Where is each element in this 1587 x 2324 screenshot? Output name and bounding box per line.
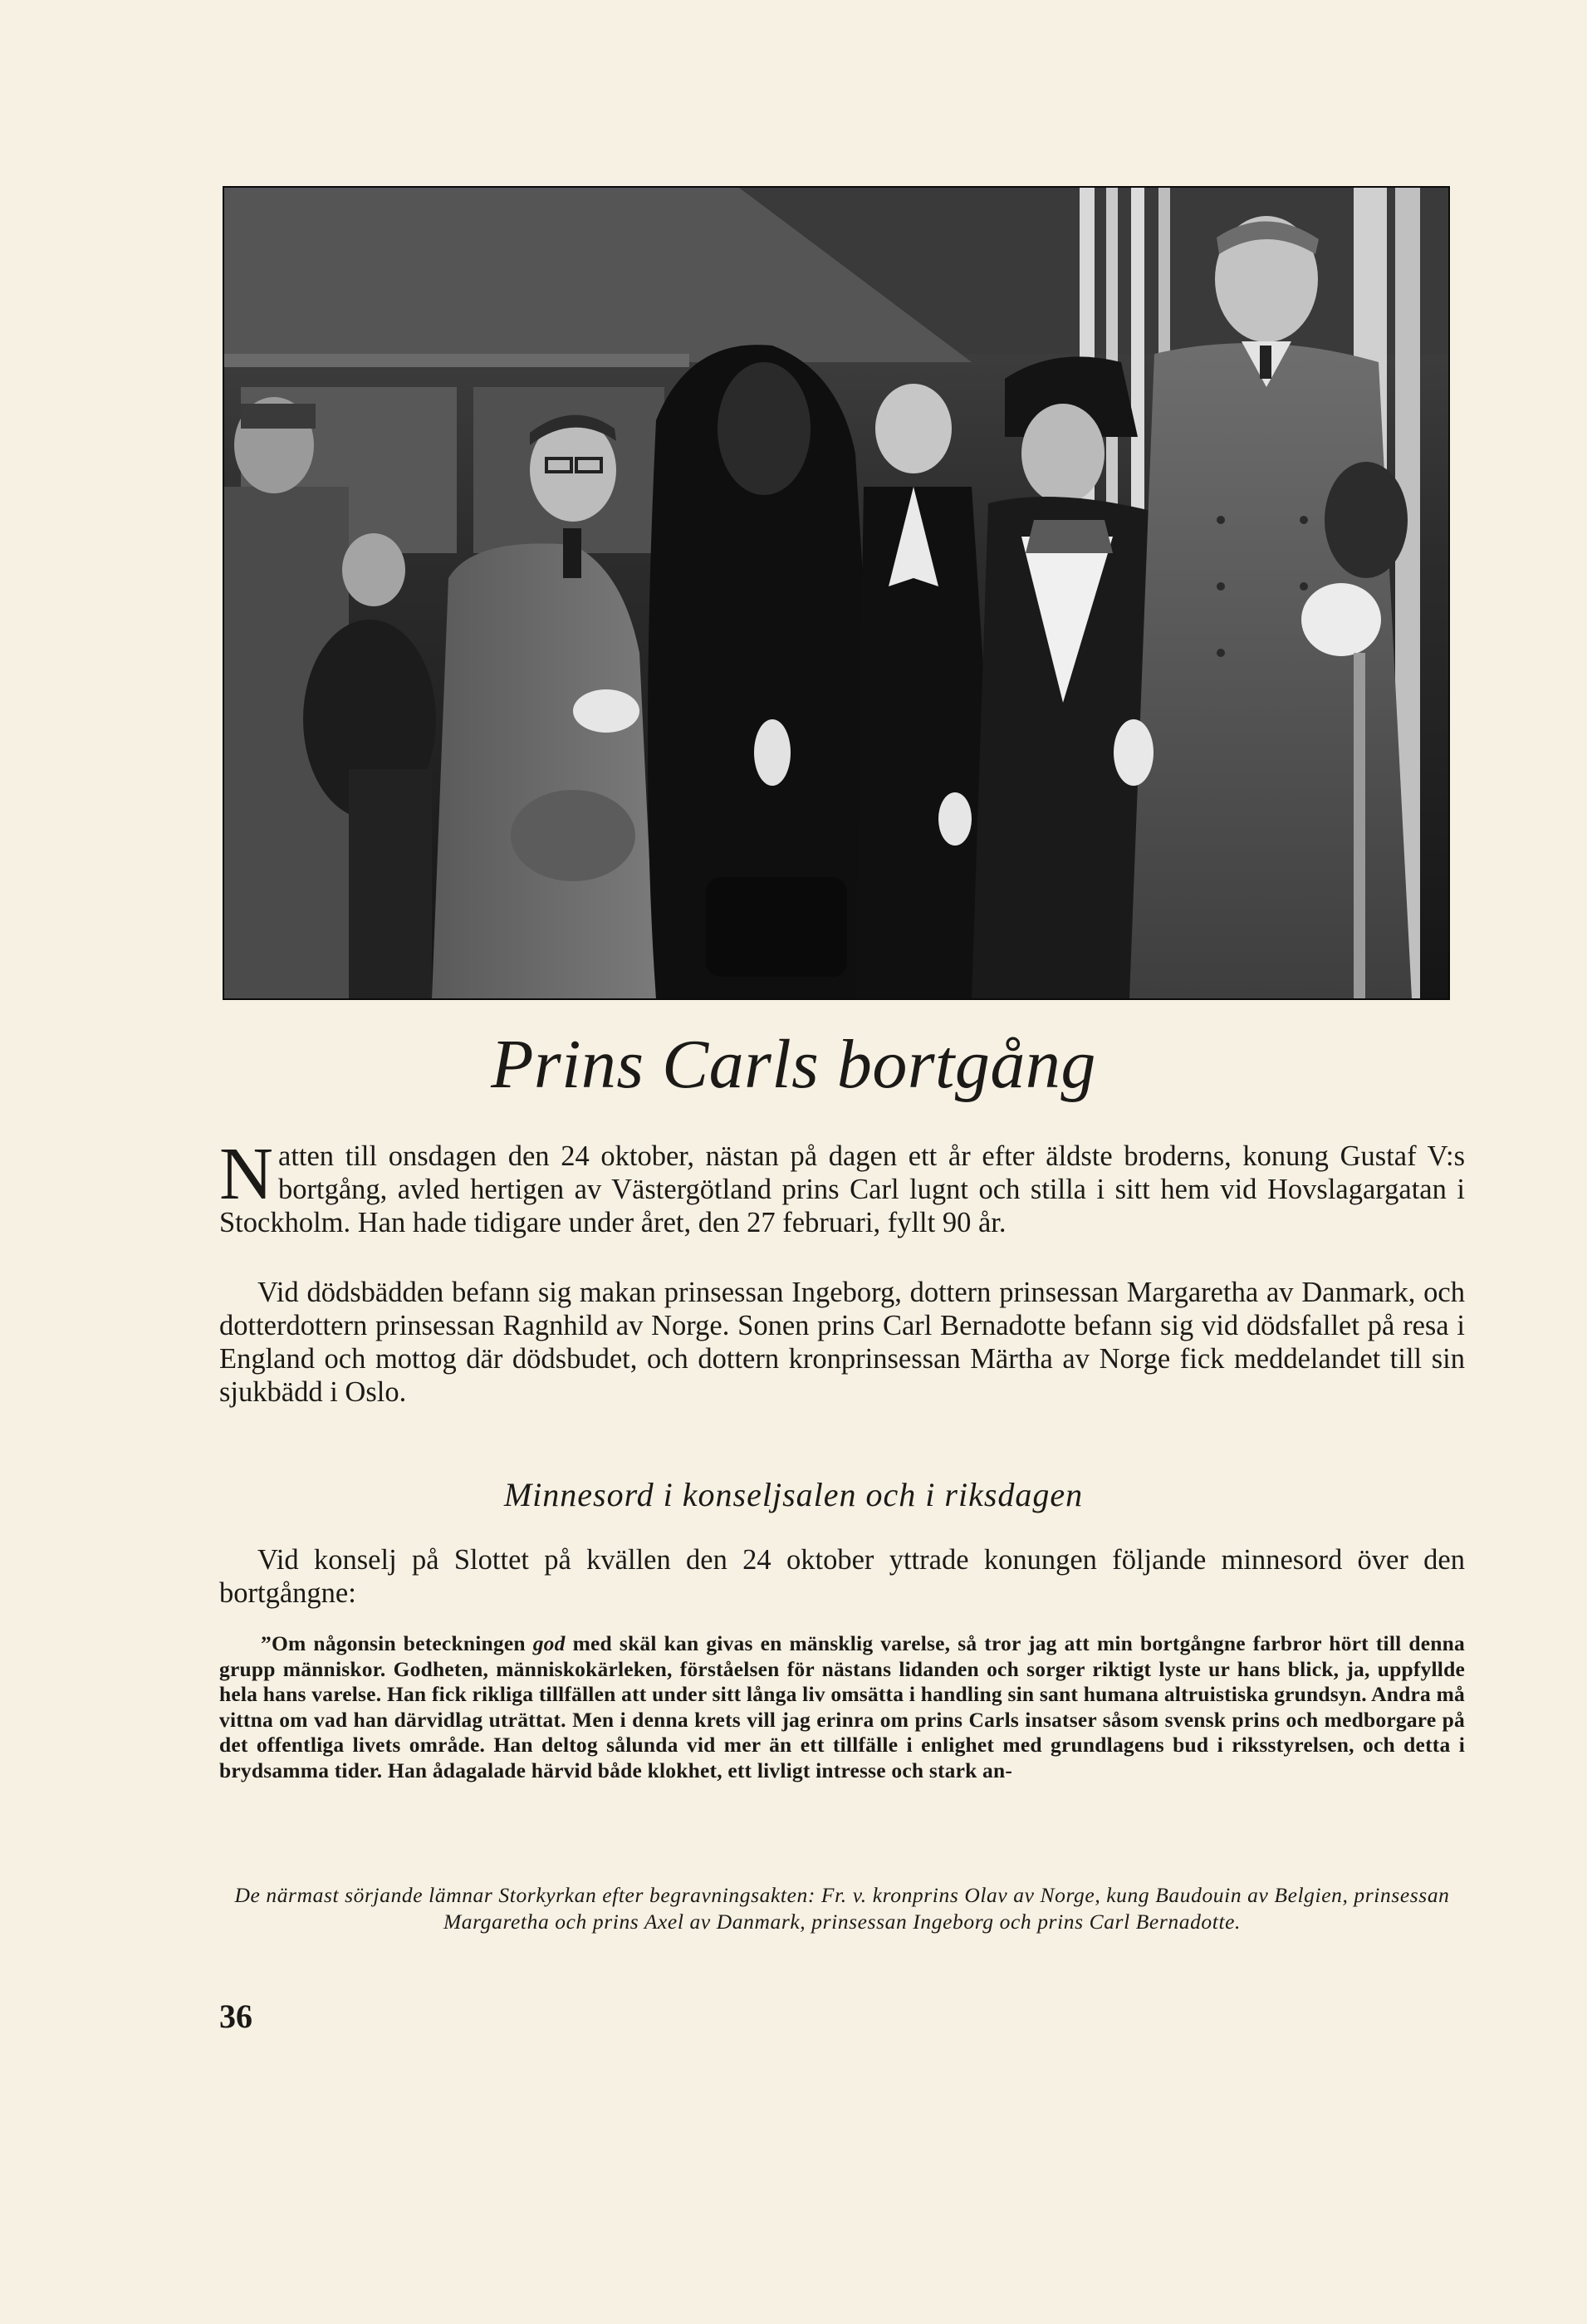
quote-text-before: ”Om någonsin beteckningen: [261, 1631, 533, 1655]
photo-illustration: [224, 188, 1448, 998]
section-subheading: Minnesord i konseljsalen och i riksdagen: [503, 1476, 1084, 1513]
quote-emphasis: god: [532, 1631, 566, 1655]
article-title: Prins Carls bortgång: [491, 1026, 1096, 1103]
quote-text-after: med skäl kan givas en mänsklig varelse, så tror jag att min bortgångne farbror hört till denna grupp människor. Godheten, människokärleken, förståelsen för nästans lidanden och sorger riktigt lyste ur hans blick, ja, uppfyllde hela hans varelse. Han fick rikliga tillfällen att under sitt långa liv omsätta i handling sin sant humana altruistiska grundsyn. Andra må vittna om vad han därvidlag uträttat. Men i denna krets vill jag erinra om prins Carls insatser såsom svensk prins och medborgare på det offentliga livets område. Han deltog sålunda vid mer än ett tillfälle i enlighet med grundlagens bud i riksstyrelsen, och detta i brydsamma tider. Han ådagalade härvid både klokhet, ett livligt intresse och stark an-: [219, 1631, 1465, 1782]
photograph: [223, 186, 1450, 1000]
page-number: 36: [219, 1998, 252, 2035]
paragraph-3-text: Vid konselj på Slottet på kvällen den 24 oktober yttrade konungen följande minnesord över den bortgångne:: [219, 1544, 1465, 1609]
paragraph-2: [219, 1276, 1465, 1409]
paragraph-1-text: atten till onsdagen den 24 oktober, nästan på dagen ett år efter äldste broderns, konung Gustaf V:s bortgång, avled hertigen av Västergötland prins Carl lugnt och stilla i sitt hem vid Hovslagargatan i Stockholm. Han hade tidigare under året, den 27 februari, fyllt 90 år.: [219, 1140, 1465, 1238]
photo-caption: De närmast sörjande lämnar Storkyrkan efter begravningsakten: Fr. v. kronprins Olav av Norge, kung Baudouin av Belgien, prinsessan Margaretha och prins Axel av Danmark, prinsessan Ingeborg och prins Carl Bernadotte.: [234, 1883, 1450, 1934]
drop-cap: N: [219, 1133, 273, 1215]
paragraph-2-text: Vid dödsbädden befann sig makan prinsessan Ingeborg, dottern prinsessan Margaretha av Danmark, och dotterdottern prinsessan Ragnhild av Norge. Sonen prins Carl Bernadotte befann sig vid dödsfallet på resa i England och mottog där dödsbudet, och dottern kronprinsessan Märtha av Norge fick meddelandet till sin sjukbädd i Oslo.: [219, 1277, 1465, 1408]
paragraph-1: [219, 1133, 1465, 1239]
paragraph-3: [219, 1543, 1465, 1610]
royal-quote: [219, 1631, 1465, 1783]
